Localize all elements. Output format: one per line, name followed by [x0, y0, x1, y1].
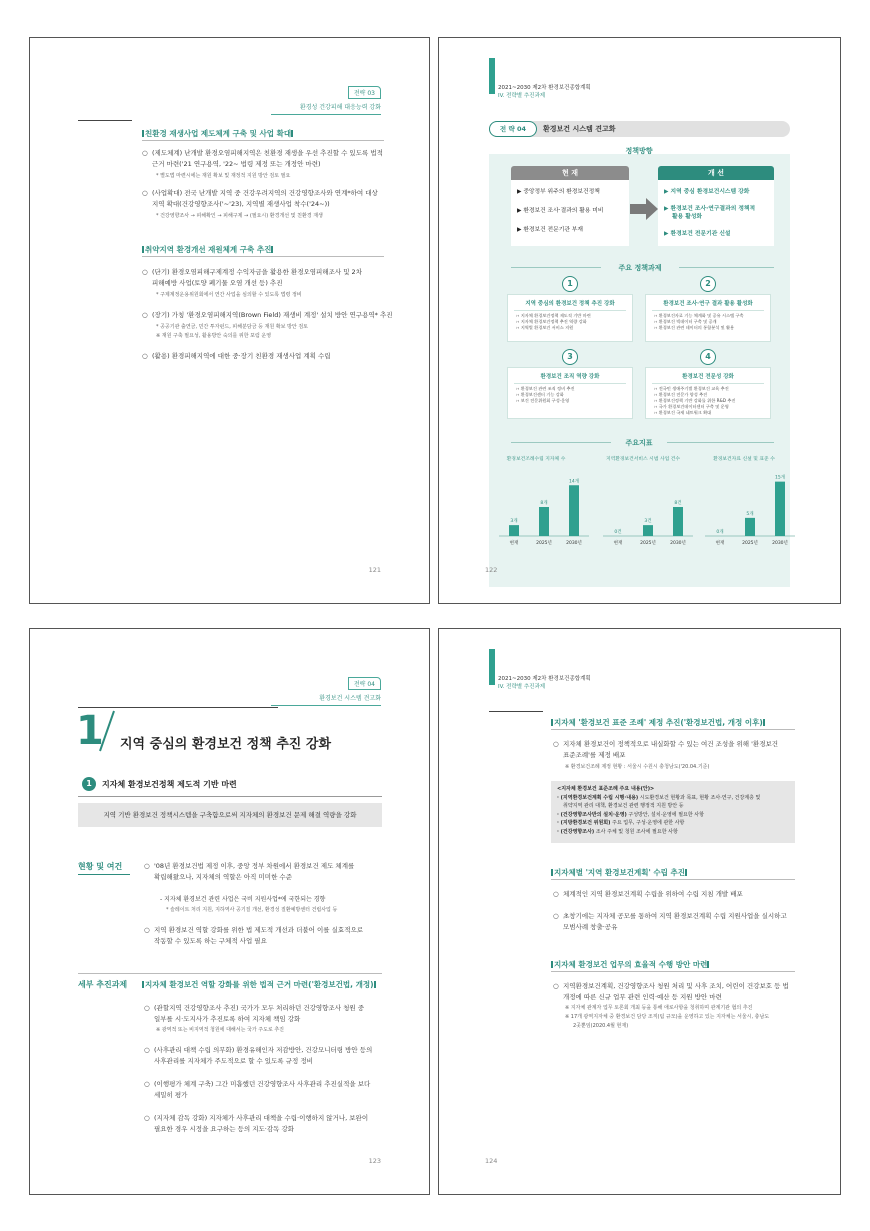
strategy-subtitle: 환경보건 시스템 견고화	[271, 693, 381, 706]
box-line: · (지방환경보건 위원회) 주요 업무, 구성·운영에 관한 사항	[557, 820, 685, 827]
note: * 슬레이트 처리 지원, 지하역사 공기질 개선, 환경성 질환예방센터 건립사업 등	[166, 907, 338, 913]
category-label: 2030년	[772, 541, 788, 546]
strategy-header	[271, 671, 381, 706]
page-number: 122	[485, 566, 498, 574]
list-item-cont: 사후관리를 지자체가 주도적으로 할 수 있도록 규정 정비	[154, 1057, 313, 1065]
note: ※ 17개 광역지자체 중 환경보건 담당 조직(팀 규모)을 운영하고 있는 지자체는 서울시, 충남도	[565, 1014, 770, 1020]
improve-item-cont: 활용 활성화	[672, 214, 703, 220]
page-121	[29, 37, 430, 604]
section-rule	[142, 140, 384, 141]
kpi-bar-chart-3	[705, 470, 795, 550]
note: ※ 환경보건조례 제정 현황 : 서울시 수원시 충청남도('20.04.기준)	[565, 764, 710, 770]
section-heading: 지자체 '환경보건 표준 조례' 제정 추진('환경보건법, 개정 이후)	[551, 717, 769, 728]
category-label: 현재	[613, 541, 623, 546]
standard-ordinance-box	[551, 781, 795, 843]
chapter-title: IV. 전략별 추진과제	[498, 684, 546, 690]
data-label: 8개	[540, 501, 548, 506]
running-header	[498, 84, 591, 100]
task-lines: ›› 전국민 생애주기별 환경보건 교육 추진 ›› 환경보건 전문가 양성 추진 ›› 환경보건정책 기반 강화를 위한 R&D 추진 ›› 국가 환경보건데이터센터 구축 및 운영 ›› 환경보건 국제 네트워크 확대	[654, 386, 736, 415]
kpi-chart-title: 지역환경보건서비스 시범 사업 건수	[605, 457, 681, 462]
improve-item: ▶ 환경보건 전문기관 신설	[664, 231, 731, 237]
category-label: 2025년	[742, 541, 758, 546]
box-line: · (건강영향조사반의 설치·운영) 구성방안, 설치·운영에 필요한 사항	[557, 811, 704, 818]
improve-header: 개 선	[658, 166, 774, 180]
section-heading: 지자체 환경보건 역할 강화를 위한 법적 근거 마련('환경보건법, 개정)	[142, 979, 380, 990]
current-item: ▶ 환경보건 전문기관 부재	[517, 227, 583, 233]
task-number: 2	[700, 276, 716, 292]
header-accent-bar	[489, 58, 495, 94]
data-label: 3개	[510, 519, 518, 525]
list-item: ○ 지역 환경보건 역할 강화를 위한 법 제도적 개선과 더불어 이를 실효적으로	[144, 926, 364, 934]
note: ※ 재원 구축 필요성, 활용방안 숙의를 위한 포럼 운영	[156, 333, 272, 339]
category-label: 2030년	[566, 541, 582, 546]
header-accent-bar	[489, 649, 495, 685]
chapter-title: IV. 전략별 추진과제	[498, 93, 546, 99]
kpi-bar-chart-1	[499, 470, 589, 550]
page-number: 123	[368, 1157, 381, 1165]
page-title: 지역 중심의 환경보건 정책 추진 강화	[120, 737, 331, 752]
list-item: ○ (활용) 환경피해지역에 대한 중·장기 친환경 재생사업 계획 수립	[142, 352, 331, 360]
sub-item: - 지자체 환경보건 관련 사업은 국비 지원사업*에 국한되는 경향	[160, 896, 326, 903]
category-label: 2025년	[536, 541, 552, 546]
current-box	[511, 180, 629, 246]
kpi-bar-chart-2	[603, 470, 693, 550]
note: * 공공기관 출연금, 민간 투자펀드, 피해분담금 등 재원 확보 방안 검토	[156, 324, 308, 330]
list-item: ○ (관할지역 건강영향조사 추진) 국가가 모두 처리하던 건강영향조사 청원 중	[144, 1004, 364, 1012]
note: ※ 광역적 또는 비지역적 청원에 대해서는 국가 주도로 추진	[156, 1027, 284, 1033]
improve-box	[658, 180, 774, 246]
task-lines: ›› 환경보건 관련 조직 정비 추진 ›› 환경보건센터 기능 강화 ›› 보건 전문위원회 구성·운영	[516, 386, 575, 403]
list-item-cont: 세밀히 평가	[154, 1091, 188, 1099]
current-item: ▶ 중앙정부 위주의 환경보건정책	[517, 189, 600, 195]
list-item: ○ 체계적인 지역 환경보건계획 수립을 위하여 수립 지침 개발 배포	[553, 890, 743, 898]
list-item-cont: 표준조례'를 제정 배포	[563, 751, 626, 759]
task-card-1	[507, 294, 633, 342]
summary-box: 지역 기반 환경보건 정책시스템을 구축함으로써 지자체의 환경보건 문제 해결 역량을 강화	[78, 803, 382, 827]
divider	[489, 711, 543, 712]
data-label: 0건	[614, 530, 622, 535]
page-122	[438, 37, 841, 604]
list-item: ○ (장기) 가칭 '환경오염피해지역(Brown Field) 재생비 계정' 설치 방안 연구용역* 추진	[142, 311, 393, 319]
divider	[78, 707, 278, 708]
list-item-cont: 확립해왔으나, 지자체의 역할은 아직 미미한 수준	[154, 873, 292, 881]
category-label: 현재	[715, 541, 725, 546]
sub-title: 지자체 환경보건정책 제도적 기반 마련	[102, 780, 237, 789]
page-number: 124	[485, 1157, 498, 1165]
sub-number-badge: 1	[82, 777, 96, 791]
tasks-title: 주요 정책과제	[618, 264, 662, 272]
list-item-cont: 일부를 시·도지사가 추진토록 하여 지자체 책임 강화	[154, 1015, 301, 1023]
task-number: 4	[700, 349, 716, 365]
note: 2곳뿐임(2020.4월 현재)	[573, 1023, 629, 1029]
list-item: ○ (이행평가 체계 구축) 그간 미흡했던 건강영향조사 사후관리 추진실적을 보다	[144, 1080, 371, 1088]
page-124	[438, 628, 841, 1195]
list-item: ○ 지역환경보건계획, 건강영향조사 청원 처리 및 사후 조치, 어린이 건강보호 등 법	[553, 982, 789, 990]
section-rule	[78, 973, 382, 974]
task-card-2	[645, 294, 771, 342]
improve-item: ▶ 환경보건 조사·연구결과의 정책적	[664, 206, 756, 212]
data-label: 3건	[644, 519, 652, 525]
slash-icon	[96, 709, 116, 753]
plan-title: 2021~2030 제2차 환경보건종합계획	[498, 85, 591, 91]
task-title: 환경보건 전문성 강화	[652, 368, 764, 384]
plan-title: 2021~2030 제2차 환경보건종합계획	[498, 676, 591, 682]
task-number: 1	[562, 276, 578, 292]
list-item: ○ (제도체계) 난개발 환경오염피해지역은 친환경 재생을 우선 추진할 수 있도록 법적	[142, 149, 383, 157]
bar	[509, 525, 519, 536]
bar	[745, 518, 755, 536]
category-label: 2030년	[670, 541, 686, 546]
data-label: 15개	[774, 475, 786, 481]
task-lines: ›› 환경보건자료 기능 체계화 및 공유 시스템 구축 ›› 환경보건 빅데이터 구축 및 공개 ›› 환경보건 관련 데이터의 통합분석 및 활용	[654, 313, 744, 330]
list-item: ○ '08년 환경보건법 제정 이후, 중앙 정부 차원에서 환경보건 제도 체계를	[144, 862, 355, 870]
current-header: 현 재	[511, 166, 629, 180]
section-rule	[551, 729, 795, 730]
list-item-cont: 작동할 수 있도록 하는 구체적 사업 필요	[154, 937, 267, 945]
title-rule	[511, 267, 601, 268]
list-item: ○ (사후관리 대책 수립 의무화) 환경유해인자 저감방안, 건강모니터링 방안 등의	[144, 1046, 373, 1054]
data-label: 5개	[746, 511, 754, 517]
task-card-4	[645, 367, 771, 419]
task-number: 3	[562, 349, 578, 365]
kpi-title: 주요지표	[625, 439, 653, 447]
title-rule	[667, 442, 774, 443]
policy-direction-title: 정책방향	[625, 147, 653, 155]
list-item: ○ 초창기에는 지자체 공모를 통하여 지역 환경보건계획 수립 지원사업을 실시하고	[553, 912, 787, 920]
list-item-cont: 모범사례 창출·공유	[563, 923, 618, 931]
bar	[539, 507, 549, 536]
note: * 건강영향조사 → 피해확인 → 피해구제 → (필요시) 환경개선 및 친환경 재생	[156, 213, 323, 219]
list-item: ○ (지자체 감독 강화) 지자체가 사후관리 대책을 수립·이행하지 않거나, 보완이	[144, 1114, 369, 1122]
task-title: 환경보건 조사·연구 결과 활용 활성화	[652, 295, 764, 311]
note: * 별도법 마련시에는 재원 확보 및 재정적 지원 방안 검토 필요	[156, 173, 291, 179]
bar	[673, 507, 683, 536]
bar	[569, 485, 579, 536]
label-rule	[78, 874, 130, 875]
section-big-number: 1	[76, 708, 104, 754]
section-rule	[142, 256, 384, 257]
list-item: ○ 지자체 환경보건이 정책적으로 내실화할 수 있는 여건 조성을 위해 '환경보건	[553, 740, 779, 748]
list-item-cont: 개정에 따른 신규 업무 관련 인력·예산 등 지원 방안 마련	[563, 993, 722, 1001]
bar	[775, 482, 785, 536]
box-line: · (지역환경보건계획 수립 시행·내용) 시도환경보건 현황과 목표, 현황 조사·연구, 건강계층 및	[557, 794, 761, 801]
task-card-3	[507, 367, 633, 419]
section-heading: 취약지역 환경개선 재원체계 구축 추진	[142, 244, 277, 255]
list-item-cont: 피해예방 사업(토양 폐기물 오염 개선 등) 추진	[152, 279, 283, 287]
list-item-cont: 필요한 경우 시정을 요구하는 등의 지도·감독 강화	[154, 1125, 295, 1133]
sub-rule	[78, 796, 382, 797]
section-rule	[551, 971, 795, 972]
note: ※ 지자체 관계자 업무 토론회 개최 등을 통해 애로사항을 청취하며 관계기관 협의 추진	[565, 1005, 753, 1011]
strategy-tag: 전략 03	[348, 86, 381, 99]
data-label: 0개	[716, 530, 724, 535]
data-label: 8건	[674, 501, 682, 506]
strategy-tag: 전략 04	[348, 677, 381, 690]
task-lines: ›› 지자체 환경보건정책 제도적 기반 마련 ›› 지자체 환경보건정책 추진 역량 강화 ›› 지역별 환경보건 서비스 지원	[516, 313, 591, 330]
strategy-bar	[489, 121, 790, 137]
strategy-header	[271, 80, 381, 115]
data-label: 14개	[568, 479, 580, 485]
strategy-title: 환경보건 시스템 견고화	[543, 125, 616, 133]
list-item-cont: 근거 마련('21 연구용역, '22~ 법령 제정 또는 개정안 마련)	[152, 160, 321, 168]
running-header	[498, 675, 591, 691]
task-title: 환경보건 조직 역량 강화	[514, 368, 626, 384]
section-heading: 지자체 환경보건 업무의 효율적 수행 방안 마련	[551, 959, 713, 970]
kpi-chart-title: 환경보건조례수립 지자체 수	[506, 457, 566, 462]
section-heading: 친환경 재생사업 제도체계 구축 및 사업 확대	[142, 128, 297, 139]
category-label: 2025년	[640, 541, 656, 546]
box-title: <지자체 환경보건 표준조례 주요 내용(안)>	[557, 786, 655, 792]
section-rule	[551, 879, 795, 880]
page-123	[29, 628, 430, 1195]
section-heading: 지자체별 '지역 환경보건계획' 수립 추진	[551, 867, 691, 878]
arrow-right-icon	[630, 198, 658, 220]
title-rule	[511, 442, 611, 443]
list-item: ○ (사업확대) 전국 난개발 지역 중 건강우려지역의 건강영향조사와 연계*하여 대상	[142, 189, 378, 197]
box-line: 취약지역 관리 대책, 환경보건 관련 행정적 지원 방안 등	[563, 803, 684, 810]
page-number: 121	[368, 566, 381, 574]
status-label: 현황 및 여건	[78, 862, 123, 871]
kpi-chart-title: 환경보건자료 신설 및 표준 수	[713, 457, 775, 462]
box-line: · (건강영향조사) 조사 주체 및 청원 조사에 필요한 사항	[557, 828, 678, 835]
divider	[78, 120, 132, 121]
strategy-pill: 전 략 04	[489, 121, 537, 137]
category-label: 현재	[509, 541, 519, 546]
improve-item: ▶ 지역 중심 환경보건시스템 강화	[664, 189, 750, 195]
task-title: 지역 중심의 환경보건 정책 추진 강화	[514, 295, 626, 311]
title-rule	[679, 267, 774, 268]
detail-label: 세부 추진과제	[78, 980, 128, 989]
note: * 구제계정운용위원회에서 연간 사업을 심의할 수 있도록 법령 정비	[156, 292, 302, 298]
list-item-cont: 지역 확대(건강영향조사('~'23), 지역별 재생사업 착수('24~))	[152, 200, 330, 208]
strategy-subtitle: 환경성 건강피해 대응능력 강화	[271, 102, 381, 115]
list-item: ○ (단기) 환경오염피해구제계정 수익자금을 활용한 환경오염피해조사 및 2차	[142, 268, 362, 276]
current-item: ▶ 환경보건 조사·결과의 활용 미비	[517, 208, 604, 214]
bar	[643, 525, 653, 536]
